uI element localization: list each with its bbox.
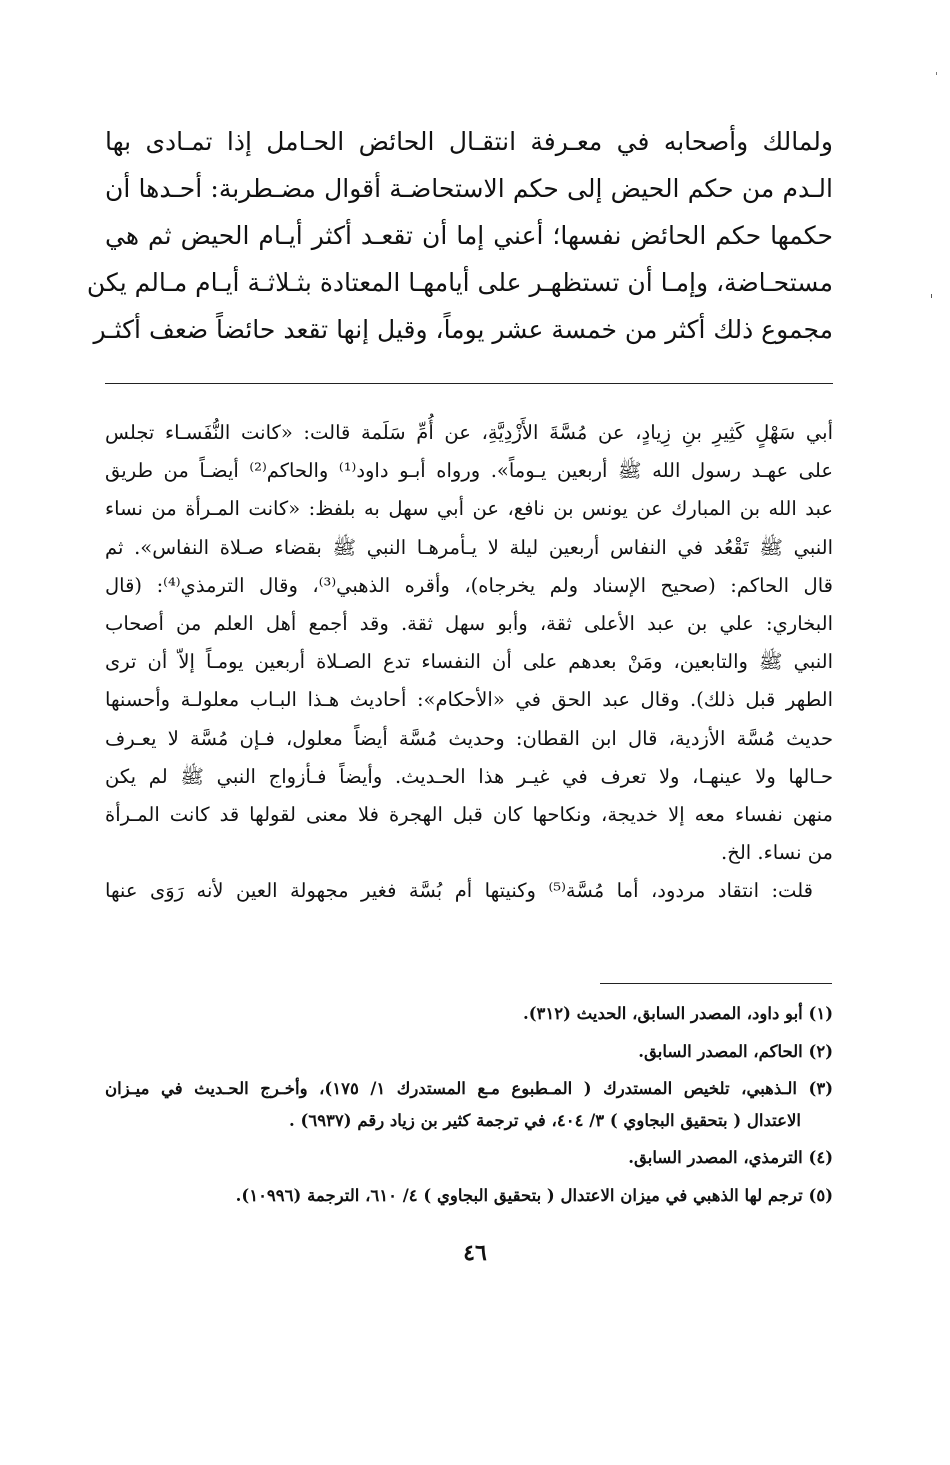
footnote-divider: [600, 983, 832, 984]
footnote-1: (١) أبو داود، المصدر السابق، الحديث (٣١٢).: [522, 1004, 833, 1023]
footnote-2: (٢) الحاكم، المصدر السابق.: [638, 1041, 833, 1061]
notes-text-line: حديث مُسَّة الأزدية، قال ابن القطان: وحديث مُسَّة أيضاً معلول، فـإن مُسَّة لا يعـرف: [105, 726, 833, 750]
notes-text-block: [105, 414, 833, 910]
notes-text-line: على عهـد رسول الله ﷺ أربعين يـوماً». ورواه أبـو داود⁽¹⁾ والحاكم⁽²⁾ أيضـاً من طريق: [105, 459, 833, 483]
notes-text-line: النبي ﷺ تَقْعُد في النفاس أربعين ليلة لا يـأمرهـا النبي ﷺ بقضاء صـلاة النفاس». ثم: [105, 535, 833, 559]
scan-speck: [936, 72, 937, 75]
scan-speck: [931, 294, 932, 298]
main-text-line: مجموع ذلك أكثر من خمسة عشر يوماً، وقيل إنها تقعد حائضاً ضعف أكثـر: [93, 315, 833, 344]
main-notes-divider: [105, 383, 833, 384]
main-text-line: الـدم من حكم الحيض إلى حكم الاستحاضـة أقوال مضـطربة: أحـدها أن: [105, 174, 833, 203]
main-text-line: ولمالك وأصحابه في معـرفة انتقـال الحائض الحـامل إذا تمـادى بها: [105, 127, 833, 156]
notes-text-line: من نساء. الخ.: [721, 841, 833, 865]
footnote-5: (٥) ترجم لها الذهبي في ميزان الاعتدال ( بتحقيق البجاوي ) ٤/ ٦١٠، الترجمة (١٠٩٩٦).: [235, 1185, 833, 1205]
notes-text-line: عبد الله بن المبارك عن يونس بن نافع، عن أبي سهل به بلفظ: «كانت المـرأة من نساء: [105, 497, 833, 521]
footnote-3: (٣) الـذهبي، تلخيص المستدرك ( المـطبوع مـع المستدرك ١/ ١٧٥)، وأخـرج الحـديث في ميـزان: [105, 1079, 834, 1098]
main-text-block: [86, 118, 833, 353]
notes-text-line: البخاري: علي بن عبد الأعلى ثقة، وأبو سهل ثقة. وقد أجمع أهل العلم من أصحاب: [105, 611, 833, 635]
main-text-line: حكمها حكم الحائض نفسها؛ أعني إما أن تقعـد أكثر أيـام الحيض ثم هي: [105, 221, 833, 250]
notes-text-line: الطهر قبل ذلك). وقال عبد الحق في «الأحكام»: أحاديث هـذا البـاب معلولـة وأحسنها: [105, 688, 833, 712]
notes-text-line: قلت: انتقاد مردود، أما مُسَّة⁽⁵⁾ وكنيتها أم بُسَّة فغير مجهولة العين لأنه رَوَى عنها: [105, 879, 813, 903]
notes-text-line: أبي سَهْلٍ كَثِيرِ بنِ زِيادٍ، عن مُسَّةَ الأَزْدِيَّةِ، عن أُمِّ سَلَمة قالت: «كانت النُّفَسـاء تجلس: [105, 421, 833, 444]
footnotes-block: [105, 998, 833, 1211]
notes-text-line: قال الحاكم: (صحيح الإسناد ولم يخرجاه)، وأقره الذهبي⁽³⁾، وقال الترمذي⁽⁴⁾: (قال: [105, 573, 833, 597]
notes-text-line: حـالها ولا عينهـا، ولا تعرف في غيـر هذا الحـديث. وأيضاً فـأزواج النبي ﷺ لم يكن: [105, 764, 833, 788]
notes-text-line: منهن نفساء معه إلا خديجة، ونكاحها كان قبل الهجرة فلا معنى لقولها قد كانت المـرأة: [105, 802, 833, 826]
main-text-line: مستحـاضة، وإمـا أن تستظهـر على أيامهـا المعتادة بثـلاثـة أيـام مـالم يكن: [86, 268, 833, 297]
footnote-3-continued: الاعتدال ( بتحقيق البجاوي ) ٣/ ٤٠٤، في ترجمة كثير بن زياد رقم (٦٩٣٧) .: [289, 1110, 801, 1130]
footnote-4: (٤) الترمذي، المصدر السابق.: [628, 1148, 833, 1167]
notes-text-line: النبي ﷺ والتابعين، ومَنْ بعدهم على أن النفساء تدع الصـلاة أربعين يومـاً إلاّ أن ترى: [105, 650, 833, 674]
page-number: ٤٦: [463, 1240, 487, 1266]
